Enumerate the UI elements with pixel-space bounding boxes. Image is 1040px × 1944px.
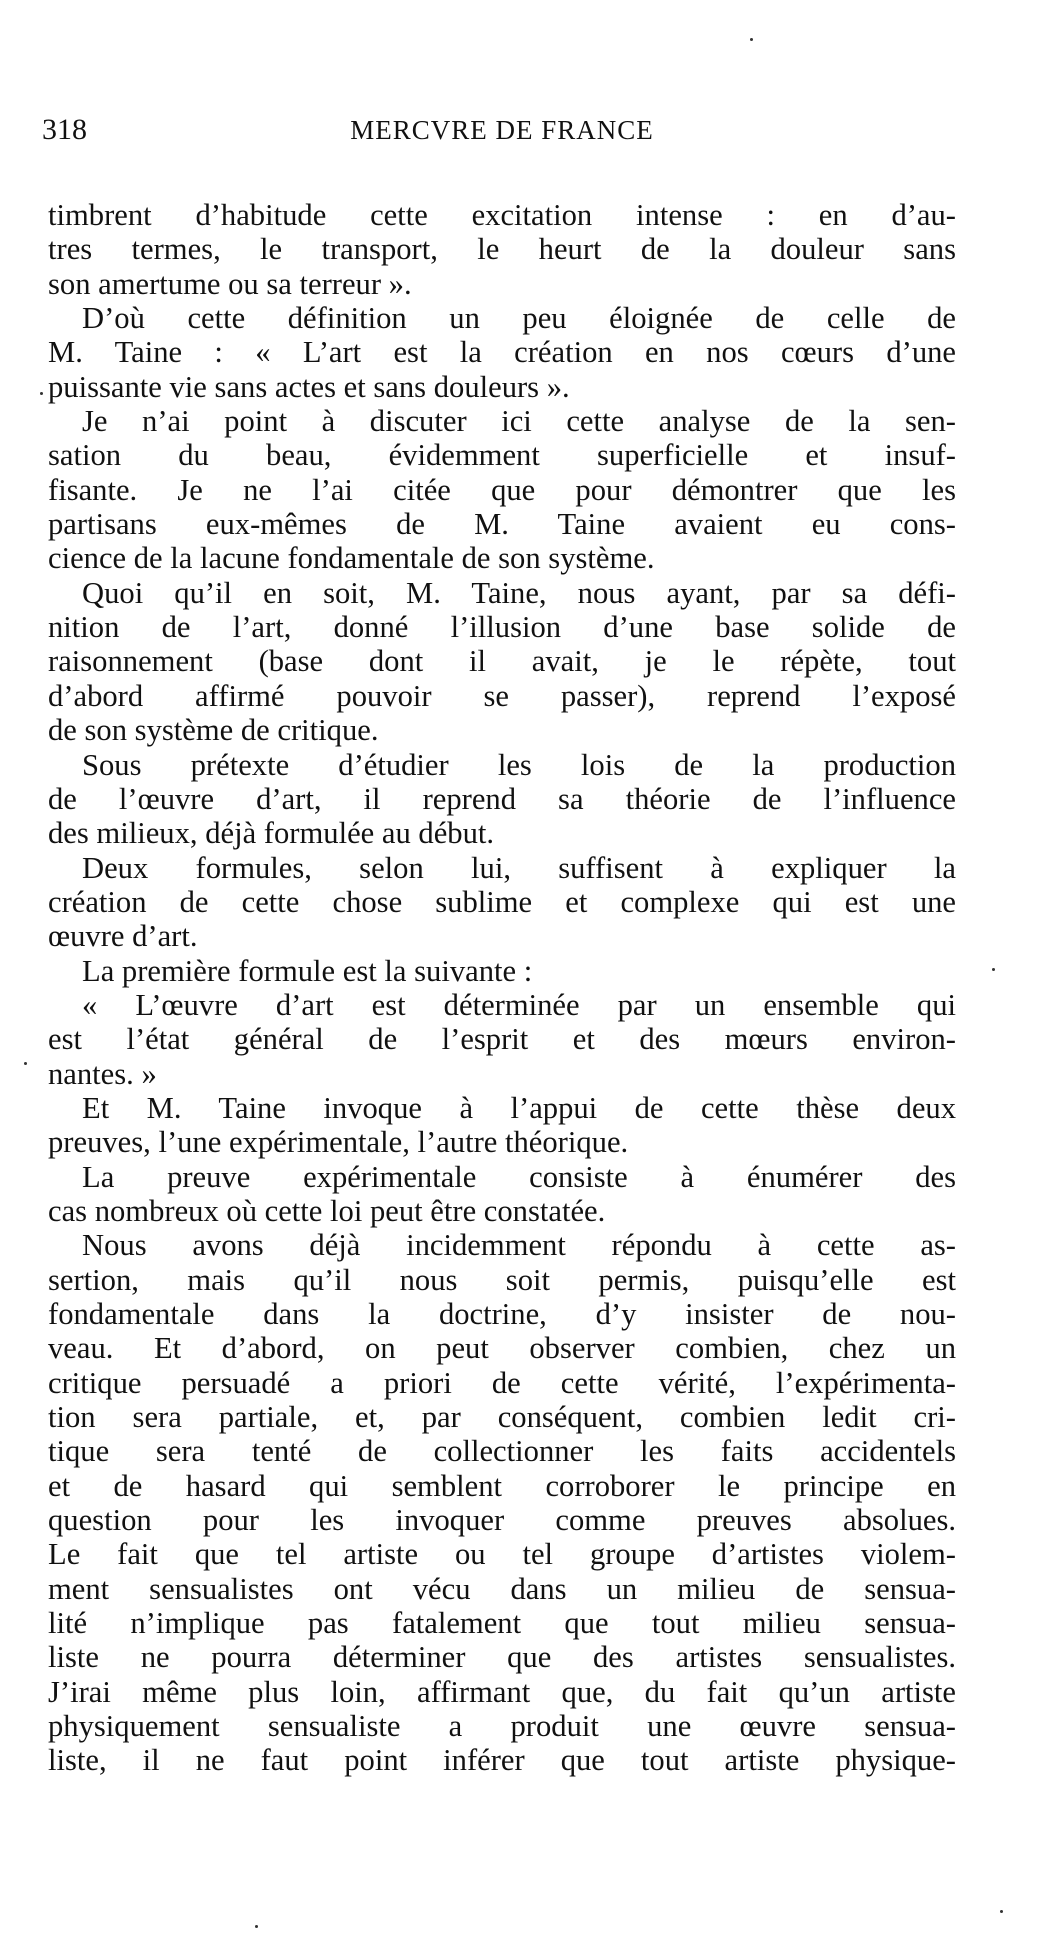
journal-title: MERCVRE DE FRANCE bbox=[350, 115, 654, 145]
paper-speck bbox=[255, 1925, 258, 1928]
text-line: des milieux, déjà formulée au début. bbox=[48, 816, 495, 851]
text-line: La preuve expérimentale consiste à énumérer des bbox=[82, 1159, 956, 1194]
text-line: fisante. Je ne l’ai citée que pour démontrer que les bbox=[48, 472, 956, 507]
text-line: question pour les invoquer comme preuves absolues. bbox=[48, 1503, 956, 1538]
text-line: Deux formules, selon lui, suffisent à expliquer la bbox=[82, 850, 956, 885]
text-line: nantes. » bbox=[48, 1056, 157, 1091]
text-line: lité n’implique pas fatalement que tout milieu sensua- bbox=[48, 1606, 956, 1641]
text-line: ment sensualistes ont vécu dans un milieu de sensua- bbox=[48, 1571, 956, 1606]
text-line: veau. Et d’abord, on peut observer combien, chez un bbox=[48, 1331, 956, 1366]
text-line: timbrent d’habitude cette excitation intense : en d’au- bbox=[48, 198, 956, 232]
paper-speck bbox=[40, 392, 43, 395]
text-line: cience de la lacune fondamentale de son système. bbox=[48, 541, 655, 576]
text-line: Le fait que tel artiste ou tel groupe d’artistes violem- bbox=[48, 1537, 956, 1572]
text-line: liste ne pourra déterminer que des artistes sensualistes. bbox=[48, 1640, 956, 1675]
text-line: La première formule est la suivante : bbox=[82, 953, 533, 988]
paper-speck bbox=[1000, 1910, 1003, 1913]
text-line: raisonnement (base dont il avait, je le répète, tout bbox=[48, 644, 956, 679]
text-line: est l’état général de l’esprit et des mœurs environ- bbox=[48, 1022, 956, 1057]
paper-speck bbox=[24, 1062, 27, 1065]
text-line: sation du beau, évidemment superficielle et insuf- bbox=[48, 438, 956, 473]
text-line: tique sera tenté de collectionner les faits accidentels bbox=[48, 1434, 956, 1469]
text-line: M. Taine : « L’art est la création en nos cœurs d’une bbox=[48, 335, 956, 370]
text-line: de son système de critique. bbox=[48, 713, 379, 748]
text-line: et de hasard qui semblent corroborer le principe en bbox=[48, 1468, 956, 1503]
text-line: liste, il ne faut point inférer que tout artiste physique- bbox=[48, 1743, 956, 1778]
body-text bbox=[48, 198, 956, 1778]
text-line: Et M. Taine invoque à l’appui de cette thèse deux bbox=[82, 1090, 956, 1125]
text-line: critique persuadé a priori de cette vérité, l’expérimenta- bbox=[48, 1365, 956, 1400]
text-line: œuvre d’art. bbox=[48, 919, 198, 954]
text-line: nition de l’art, donné l’illusion d’une base solide de bbox=[48, 610, 956, 645]
text-line: d’abord affirmé pouvoir se passer), reprend l’exposé bbox=[48, 678, 956, 713]
text-line: tres termes, le transport, le heurt de la douleur sans bbox=[48, 232, 956, 267]
text-line: création de cette chose sublime et complexe qui est une bbox=[48, 884, 956, 919]
text-line: Je n’ai point à discuter ici cette analyse de la sen- bbox=[82, 404, 956, 439]
text-line: tion sera partiale, et, par conséquent, combien ledit cri- bbox=[48, 1400, 956, 1435]
text-line: D’où cette définition un peu éloignée de celle de bbox=[82, 301, 956, 336]
text-line: preuves, l’une expérimentale, l’autre théorique. bbox=[48, 1125, 629, 1160]
text-line: de l’œuvre d’art, il reprend sa théorie de l’influence bbox=[48, 781, 956, 816]
text-line: « L’œuvre d’art est déterminée par un ensemble qui bbox=[82, 987, 956, 1022]
text-line: partisans eux-mêmes de M. Taine avaient eu cons- bbox=[48, 507, 956, 542]
running-header bbox=[42, 112, 962, 148]
text-line: son amertume ou sa terreur ». bbox=[48, 266, 412, 301]
paper-speck bbox=[992, 968, 995, 971]
text-line: puissante vie sans actes et sans douleurs ». bbox=[48, 369, 570, 404]
text-line: Sous prétexte d’étudier les lois de la production bbox=[82, 747, 956, 782]
paper-speck bbox=[750, 38, 753, 41]
text-line: sertion, mais qu’il nous soit permis, puisqu’elle est bbox=[48, 1262, 956, 1297]
text-line: Quoi qu’il en soit, M. Taine, nous ayant, par sa défi- bbox=[82, 575, 956, 610]
text-line: J’irai même plus loin, affirmant que, du fait qu’un artiste bbox=[48, 1674, 956, 1709]
text-line: Nous avons déjà incidemment répondu à cette as- bbox=[82, 1228, 956, 1263]
text-line: physiquement sensualiste a produit une œuvre sensua- bbox=[48, 1709, 956, 1744]
page-number: 318 bbox=[42, 113, 87, 146]
text-line: cas nombreux où cette loi peut être constatée. bbox=[48, 1193, 606, 1228]
text-line: fondamentale dans la doctrine, d’y insister de nou- bbox=[48, 1297, 956, 1331]
